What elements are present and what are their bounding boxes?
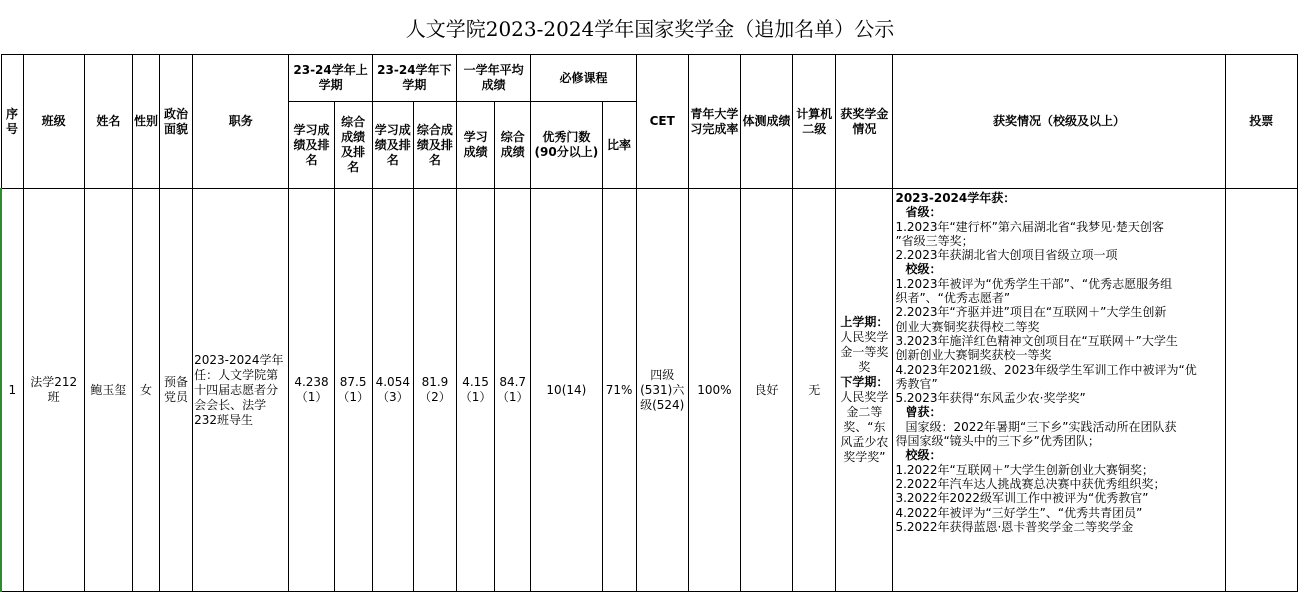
award-line: 4.2022年被评为“三好学生”、“优秀共青团员” <box>895 505 1143 520</box>
header-seq: 序号 <box>1 55 23 189</box>
award-line: 创业大赛铜奖获得校二等奖 <box>895 319 1040 334</box>
table-row <box>1 189 1298 592</box>
cell-sem2-study[interactable]: 4.054（3） <box>372 189 413 592</box>
award-line: 得国家级“镜头中的三下乡”优秀团队； <box>895 434 1100 449</box>
award-line: 曾获： <box>905 405 942 420</box>
header-scholarship: 获奖学金情况 <box>836 55 893 189</box>
award-line: 创新创业大赛铜奖获校一等奖 <box>895 348 1052 363</box>
cell-pe[interactable]: 良好 <box>740 189 792 592</box>
cell-youth[interactable]: 100% <box>688 189 740 592</box>
award-line: 秀教官” <box>895 376 938 391</box>
header-cet: CET <box>636 55 688 189</box>
header-name: 姓名 <box>84 55 132 189</box>
scholarship-sem2-label: 下学期： <box>840 375 889 389</box>
award-line: 2023-2024学年获： <box>895 191 1016 205</box>
award-line: 3.2022年2022级军训工作中被评为“优秀教官” <box>895 491 1149 506</box>
award-line: 5.2023年获得“东风孟少农·奖学奖” <box>895 391 1086 406</box>
cell-political[interactable]: 预备党员 <box>160 189 193 592</box>
cell-position[interactable]: 2023-2024学年任：人文学院第十四届志愿者分会会长、法学232班导生 <box>193 189 289 592</box>
header-sem2-study: 学习成绩及排名 <box>372 102 413 189</box>
header-excellent: 优秀门数(90分以上) <box>531 102 602 189</box>
award-line: 5.2022年获得蓝恩·恩卡普奖学金二等奖学金 <box>895 519 1134 534</box>
header-political: 政治面貌 <box>160 55 193 189</box>
scholarship-sem1-label: 上学期： <box>840 315 889 329</box>
cell-sem1-study[interactable]: 4.238（1） <box>289 189 334 592</box>
cell-class[interactable]: 法学212班 <box>23 189 84 592</box>
cell-avg-comp[interactable]: 84.7（1） <box>495 189 531 592</box>
cell-ratio[interactable]: 71% <box>602 189 636 592</box>
cell-vote[interactable] <box>1225 189 1297 592</box>
scholarship-sem1: 人民奖学金一等奖奖 <box>840 330 889 374</box>
header-avg: 一学年平均成绩 <box>457 55 531 102</box>
scholarship-sem2: 人民奖学金二等奖、“东风孟少农奖学奖” <box>840 390 889 464</box>
award-line: ”省级三等奖； <box>895 233 974 248</box>
page-title: 人文学院2023-2024学年国家奖学金（追加名单）公示 <box>405 17 895 41</box>
cell-excellent[interactable]: 10(14) <box>531 189 602 592</box>
award-line: 1.2023年“建行杯”第六届湖北省“我梦见·楚天创客 <box>895 219 1164 234</box>
header-sem1-comp: 综合成绩及排名 <box>334 102 372 189</box>
header-vote: 投票 <box>1225 55 1297 189</box>
award-line: 2.2023年“齐驱并进”项目在“互联网＋”大学生创新 <box>895 305 1167 320</box>
header-sem1: 23-24学年上学期 <box>289 55 372 102</box>
award-line: 织者”、“优秀志愿者” <box>895 291 1011 306</box>
header-computer: 计算机二级 <box>793 55 836 189</box>
header-gender: 性别 <box>132 55 159 189</box>
cell-avg-study[interactable]: 4.15（1） <box>457 189 495 592</box>
award-line: 3.2023年施洋红色精神文创项目在“互联网＋”大学生 <box>895 333 1178 348</box>
header-avg-comp: 综合成绩 <box>495 102 531 189</box>
award-line: 2.2022年汽车达人挑战赛总决赛中获优秀组织奖； <box>895 476 1166 491</box>
award-line: 校级： <box>905 448 942 463</box>
cell-scholarship[interactable] <box>836 189 893 592</box>
award-line: 2.2023年获湖北省大创项目省级立项一项 <box>895 248 1118 263</box>
header-required: 必修课程 <box>531 55 636 102</box>
cell-gender[interactable]: 女 <box>132 189 159 592</box>
cell-computer[interactable]: 无 <box>793 189 836 592</box>
cell-cet[interactable]: 四级(531)六级(524) <box>636 189 688 592</box>
award-line: 4.2023年2021级、2023年级学生军训工作中被评为“优 <box>895 362 1197 377</box>
award-line: 省级： <box>905 205 942 220</box>
header-avg-study: 学习成绩 <box>457 102 495 189</box>
header-class: 班级 <box>23 55 84 189</box>
scholarship-table <box>0 54 1298 592</box>
header-sem2: 23-24学年下学期 <box>372 55 456 102</box>
award-line: 国家级：2022年暑期“三下乡”实践活动所在团队获 <box>905 419 1177 434</box>
award-line: 校级： <box>905 262 942 277</box>
award-line: 1.2022年“互联网＋”大学生创新创业大赛铜奖； <box>895 462 1154 477</box>
header-sem1-study: 学习成绩及排名 <box>289 102 334 189</box>
header-pe: 体测成绩 <box>740 55 792 189</box>
header-sem2-comp: 综合成绩及排名 <box>413 102 456 189</box>
header-youth: 青年大学习完成率 <box>688 55 740 189</box>
header-ratio: 比率 <box>602 102 636 189</box>
cell-seq[interactable]: 1 <box>1 189 23 592</box>
cell-awards[interactable] <box>893 189 1225 592</box>
cell-sem1-comp[interactable]: 87.5（1） <box>334 189 372 592</box>
cell-name[interactable]: 鲍玉玺 <box>84 189 132 592</box>
header-position: 职务 <box>193 55 289 189</box>
award-line: 1.2023年被评为“优秀学生干部”、“优秀志愿服务组 <box>895 276 1173 291</box>
header-awards: 获奖情况（校级及以上） <box>893 55 1225 189</box>
cell-sem2-comp[interactable]: 81.9（2） <box>413 189 456 592</box>
